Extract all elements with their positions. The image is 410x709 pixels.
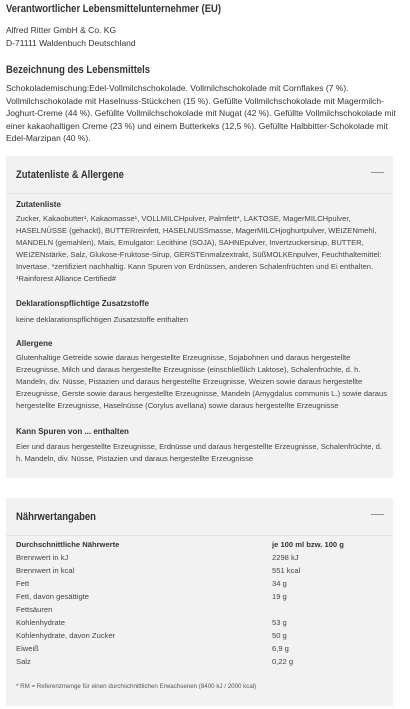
company-name: Alfred Ritter GmbH & Co. KG [6, 25, 117, 35]
nutrient-value [272, 603, 382, 616]
table-row [16, 642, 382, 655]
table-row [16, 616, 382, 629]
nutrient-label: Kohlenhydrate [16, 618, 65, 627]
traces-text: Eier und daraus hergestellte Erzeugnisse, Erdnüsse und daraus hergestellte Erzeugnisse, Schalenfrüchte, d. h. Mandeln, div. Nüsse, Pistazien und daraus hergestellte Erzeugnisse [16, 442, 382, 463]
nutrient-value: 50 g [272, 631, 287, 640]
designation-title: Bezeichnung des Lebensmittels [6, 64, 151, 76]
nutrient-value: 551 kcal [272, 566, 301, 575]
table-row [16, 603, 382, 616]
allergens-title: Allergene [16, 339, 53, 348]
ingredients-panel [6, 156, 393, 478]
nutrient-value: 0,22 g [272, 657, 294, 666]
nutrition-table-header [16, 538, 382, 551]
ingredients-list-text: Zucker, Kakaobutter¹, Kakaomasse¹, VOLLMILCHpulver, Palmfett*, LAKTOSE, MagerMILCHpulver, HASELNÜSSE (gehackt), BUTTERreinfett, HASELNUSSmasse, MagerMILCHjoghurtpulver, WEIZENmehl, MANDELN (gemahlen), Mais, Emulgator: Lecithine (SOJA), SAHNEpulver, Invertzuckersirup, BUTTER, WEIZENstärke, Salz, Glukose-Fruktose-Sirup, GERSTEnmalzextrakt, SüßMOLKEnpulver, Feuchthaltemittel: Invertase. *zertifiziert nachhaltig. Kann Spuren von Erdnüssen, anderen Schalenfrüchten und Ei enthalten. ¹Rainforest Alliance Certified# [16, 214, 382, 283]
nutrient-value: 19 g [272, 592, 287, 601]
ingredients-panel-header[interactable] [6, 156, 393, 194]
nutrient-label: Fettsäuren [16, 605, 53, 614]
designation-text: Schokolademischung:Edel-Vollmilchschokolade. Vollmilchschokolade mit Cornflakes (7 %). Vollmilchschokolade mit Haselnuss-Stückchen (15 %). Gefüllte Vollmilchschokolade mit Magermilch-Joghurt-Creme (44 %). Gefüllte Vollmilchschokolade mit Nugat (42 %). Gefüllte Vollmilchschokolade mit einer kakaohaltigen Creme (23 %) und einem Butterkeks (12,5 %). Gefüllte Halbbitter-Schokolade mit Edel-Marzipan (40 %). [6, 83, 396, 143]
table-row [16, 590, 382, 603]
table-row [16, 551, 382, 564]
nutrient-label: Brennwert in kJ [16, 553, 69, 562]
nutrient-value: 53 g [272, 618, 287, 627]
nutrition-panel-title: Nährwertangaben [16, 511, 96, 523]
nutrient-label: Kohlenhydrate, davon Zucker [16, 631, 116, 640]
ingredients-panel-title: Zutatenliste & Allergene [16, 169, 124, 181]
nutrition-table [16, 538, 382, 668]
ingredients-list-title: Zutatenliste [16, 200, 61, 209]
collapse-icon[interactable]: — [371, 506, 384, 521]
responsible-title: Verantwortlicher Lebensmittelunternehmer (EU) [6, 3, 221, 15]
collapse-icon[interactable]: — [371, 164, 384, 179]
additives-title: Deklarationspflichtige Zusatzstoffe [16, 299, 149, 308]
traces-title: Kann Spuren von ... enthalten [16, 427, 129, 436]
nutrient-value: 6,9 g [272, 644, 289, 653]
allergens-text: Glutenhaltige Getreide sowie daraus hergestellte Erzeugnisse, Sojabohnen und daraus hergestellte Erzeugnisse, Milch und daraus hergestellte Erzeugnisse (einschließlich Laktose), Schalenfrüchte, d. h. Mandeln, div. Nüsse, Pistazien und daraus hergestellte Erzeugnisse, Weizen sowie daraus hergestellte Erzeugnisse, Gerste sowie daraus hergestellte Erzeugnisse, Mandeln (Amygdalus communis L.) sowie daraus hergestellte Erzeugnisse, Haselnüsse (Corylus avellana) sowie daraus hergestellte Erzeugnisse [16, 353, 388, 410]
table-row [16, 564, 382, 577]
nutrient-label: Brennwert in kcal [16, 566, 75, 575]
nutrient-label: Fett, davon gesättigte [16, 592, 90, 601]
nutrient-label: Fett [16, 579, 30, 588]
nutrient-label: Eiweiß [16, 644, 39, 653]
nutrient-value: 34 g [272, 579, 287, 588]
nutrient-value: 2298 kJ [272, 553, 299, 562]
nutrition-header-value: je 100 ml bzw. 100 g [272, 540, 344, 549]
table-row [16, 577, 382, 590]
reference-footnote: * RM = Referenzmenge für einen durchschnittlichen Erwachsenen (8400 kJ / 2000 kcal) [16, 683, 257, 690]
nutrition-panel-header[interactable] [6, 498, 393, 536]
responsible-address [6, 24, 401, 49]
nutrient-label: Salz [16, 657, 31, 666]
table-row [16, 655, 382, 668]
additives-text: keine deklarationspflichtigen Zusatzstoffe enthalten [16, 315, 189, 324]
nutrition-header-label: Durchschnittliche Nährwerte [16, 540, 120, 549]
table-row [16, 629, 382, 642]
company-location: D-71111 Waldenbuch Deutschland [6, 37, 136, 48]
nutrition-panel [6, 498, 393, 706]
